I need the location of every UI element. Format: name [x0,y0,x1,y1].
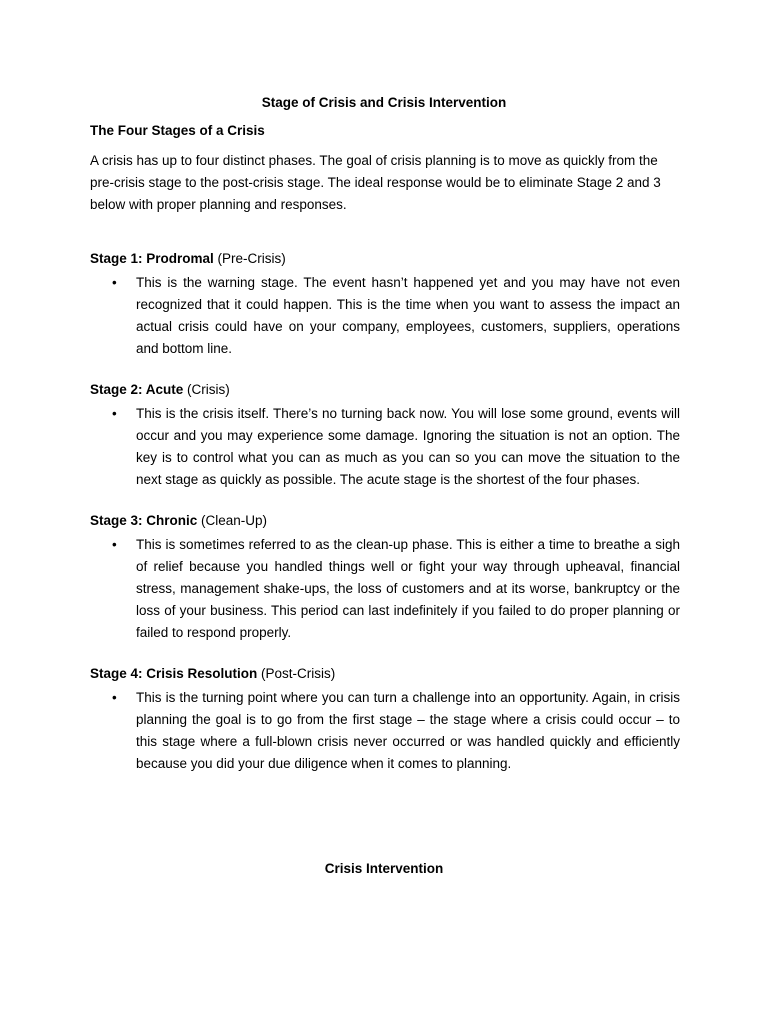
crisis-intervention-heading: Crisis Intervention [324,861,444,876]
bullet-icon: • [112,406,117,421]
bullet-icon: • [112,275,117,290]
stage-2-block [90,381,680,491]
stage-3-block [90,512,680,644]
stage-2-label: Stage 2: Acute [90,382,184,397]
stage-4-qualifier: (Post-Crisis) [257,666,336,681]
stage-1-text: This is the warning stage. The event hasn’t happened yet and you may have not even recognized that it could happen. This is the time when you want to assess the impact an actual crisis could have on your company, employees, customers, suppliers, operations and bottom line. [136,275,680,356]
stage-1-heading [90,250,680,268]
stage-1-label: Stage 1: Prodromal [90,251,214,266]
stage-3-list-item [90,534,680,644]
stage-2-list-item [90,403,680,491]
stage-3-text: This is sometimes referred to as the clean-up phase. This is either a time to breathe a sigh of relief because you handled things well or fight your way through upheaval, financial stress, management shake-ups, the loss of customers and at its worse, bankruptcy or the loss of your business. This period can last indefinitely if you failed to do proper planning or failed to respond properly. [136,537,680,640]
bullet-icon: • [112,690,117,705]
stage-4-heading [90,665,680,683]
stage-3-qualifier: (Clean-Up) [197,513,268,528]
stage-1-block [90,250,680,360]
stage-4-label: Stage 4: Crisis Resolution [90,666,258,681]
stage-1-qualifier: (Pre-Crisis) [213,251,286,266]
stage-2-qualifier: (Crisis) [183,382,230,397]
intro-paragraph: A crisis has up to four distinct phases. The goal of crisis planning is to move as quickly from the pre-crisis stage to the post-crisis stage. The ideal response would be to eliminate Stage 2 and 3 below with proper planning and responses. [90,153,661,212]
stage-2-heading [90,381,680,399]
stage-1-list-item [90,272,680,360]
stage-2-text: This is the crisis itself. There’s no turning back now. You will lose some ground, events will occur and you may experience some damage. Ignoring the situation is not an option. The key is to control what you can as much as you can so you can move the situation to the next stage as quickly as possible. The acute stage is the shortest of the four phases. [136,406,680,487]
stage-4-text: This is the turning point where you can turn a challenge into an opportunity. Again, in crisis planning the goal is to go from the first stage – the stage where a crisis could occur – to this stage where a full-blown crisis never occurred or was handled quickly and efficiently because you did your due diligence when it comes to planning. [136,690,680,771]
stage-4-list-item [90,687,680,775]
stage-4-block [90,665,680,775]
section-subheading: The Four Stages of a Crisis [90,123,265,138]
stage-3-heading [90,512,680,530]
document-title: Stage of Crisis and Crisis Intervention [261,95,507,110]
bullet-icon: • [112,537,117,552]
stage-3-label: Stage 3: Chronic [90,513,198,528]
